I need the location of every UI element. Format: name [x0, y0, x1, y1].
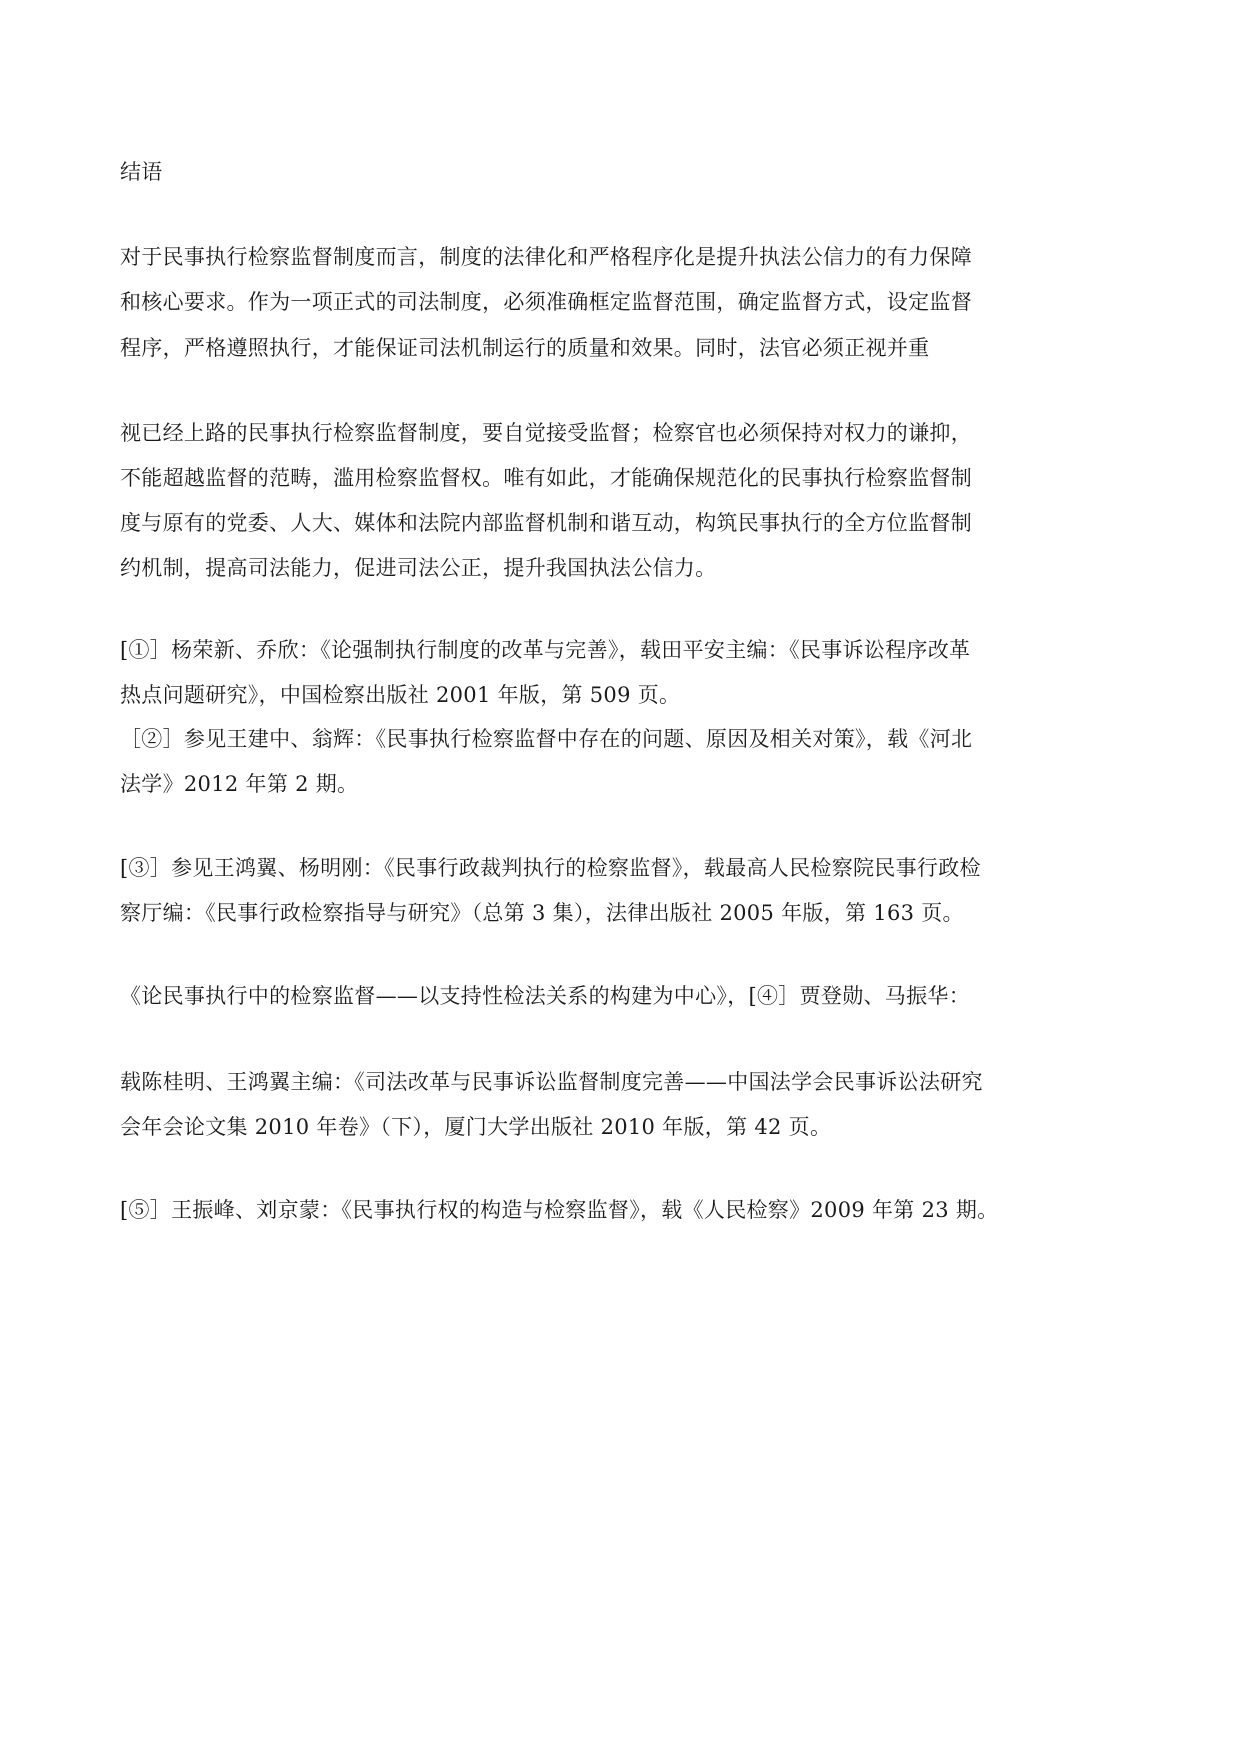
footnote-line: 察厅编：《民事行政检察指导与研究》（总第 3 集），法律出版社 2005 年版，第 163 页。 [120, 901, 964, 925]
footnote-line: ［②］参见王建中、翁辉：《民事执行检察监督中存在的问题、原因及相关对策》，载《河北 [120, 727, 973, 751]
footnote-line: [①］杨荣新、乔欣：《论强制执行制度的改革与完善》，载田平安主编：《民事诉讼程序改革 [120, 638, 971, 662]
paragraph-line: 不能超越监督的范畴，滥用检察监督权。唯有如此，才能确保规范化的民事执行检察监督制 [120, 466, 972, 490]
footnote-line: 《论民事执行中的检察监督——以支持性检法关系的构建为中心》，[④］贾登勋、马振华： [120, 984, 970, 1008]
section-heading: 结语 [120, 160, 163, 184]
footnote-line: 热点问题研究》，中国检察出版社 2001 年版，第 509 页。 [120, 683, 681, 707]
paragraph-line: 视已经上路的民事执行检察监督制度，要自觉接受监督；检察官也必须保持对权力的谦抑， [120, 421, 972, 445]
footnote-line: [⑤］王振峰、刘京蒙：《民事执行权的构造与检察监督》，载《人民检察》2009 年第 23 期。 [120, 1198, 999, 1222]
footnote-line: 会年会论文集 2010 年卷》（下），厦门大学出版社 2010 年版，第 42 页。 [120, 1115, 832, 1139]
footnote-line: [③］参见王鸿翼、杨明刚：《民事行政裁判执行的检察监督》，载最高人民检察院民事行政检 [120, 856, 981, 880]
paragraph-line: 程序，严格遵照执行，才能保证司法机制运行的质量和效果。同时，法官必须正视并重 [120, 336, 930, 360]
paragraph-line: 度与原有的党委、人大、媒体和法院内部监督机制和谐互动，构筑民事执行的全方位监督制 [120, 511, 972, 535]
paragraph-line: 约机制，提高司法能力，促进司法公正，提升我国执法公信力。 [120, 556, 717, 580]
footnote-line: 载陈桂明、王鸿翼主编：《司法改革与民事诉讼监督制度完善——中国法学会民事诉讼法研究 [120, 1070, 983, 1094]
paragraph-line: 对于民事执行检察监督制度而言，制度的法律化和严格程序化是提升执法公信力的有力保障 [120, 245, 972, 269]
footnote-line: 法学》2012 年第 2 期。 [120, 772, 359, 796]
paragraph-line: 和核心要求。作为一项正式的司法制度，必须准确框定监督范围，确定监督方式，设定监督 [120, 290, 972, 314]
